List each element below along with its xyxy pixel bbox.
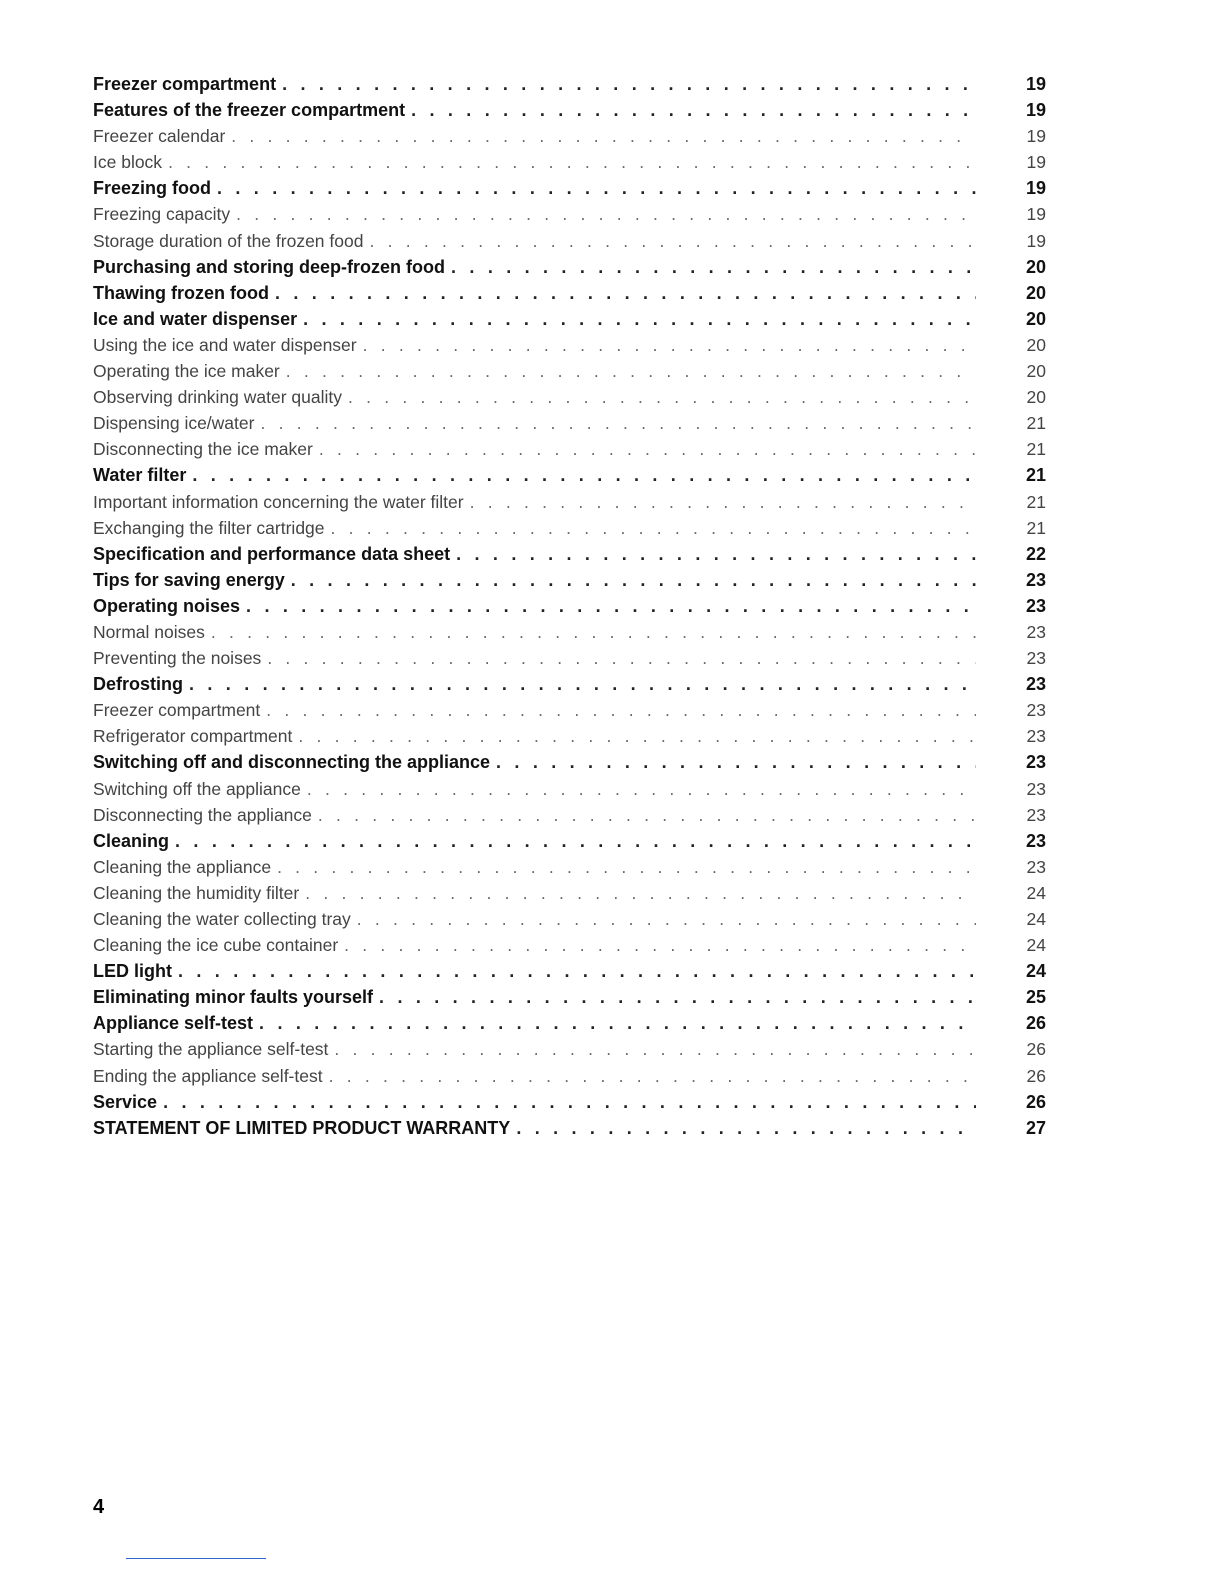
toc-dot-leader — [286, 358, 976, 384]
toc-entry-title: Tips for saving energy — [93, 569, 285, 590]
toc-entry-title: Cleaning the water collecting tray — [93, 909, 351, 929]
toc-subsection-row[interactable] — [93, 619, 1046, 645]
toc-entry-title: Observing drinking water quality — [93, 387, 343, 408]
toc-entry-title: Switching off the appliance — [93, 778, 301, 799]
toc-section-row[interactable] — [93, 175, 1046, 201]
toc-entry-page: 23 — [1025, 569, 1046, 590]
toc-entry-page: 24 — [1026, 935, 1046, 956]
toc-section-row[interactable] — [93, 1089, 1046, 1115]
toc-dot-leader — [277, 854, 976, 880]
toc-dot-leader — [275, 280, 976, 306]
toc-section-row[interactable] — [93, 541, 1046, 567]
toc-entry-page: 19 — [1026, 152, 1046, 173]
toc-subsection-row[interactable] — [93, 358, 1046, 384]
toc-subsection-row[interactable] — [93, 645, 1046, 671]
toc-dot-leader — [217, 175, 976, 201]
toc-dot-leader — [348, 384, 976, 410]
toc-dot-leader — [298, 723, 976, 749]
toc-entry-page: 22 — [1025, 543, 1046, 564]
toc-dot-leader — [411, 97, 976, 123]
toc-subsection-row[interactable] — [93, 776, 1046, 802]
toc-entry-page: 23 — [1026, 804, 1046, 825]
toc-entry-title: Operating the ice maker — [93, 361, 280, 382]
toc-entry-title: Cleaning the humidity filter — [93, 882, 300, 903]
toc-entry-page: 26 — [1025, 1013, 1046, 1034]
toc-entry-page: 26 — [1026, 1039, 1046, 1060]
toc-section-row[interactable] — [93, 958, 1046, 984]
toc-entry-page: 23 — [1025, 830, 1046, 851]
toc-entry-title: Eliminating minor faults yourself — [93, 987, 374, 1008]
toc-subsection-row[interactable] — [93, 906, 1046, 932]
toc-entry-title: Dispensing ice/water — [93, 413, 255, 434]
footer-link-underline — [126, 1558, 266, 1559]
toc-dot-leader — [318, 802, 976, 828]
toc-entry-page: 23 — [1026, 621, 1046, 642]
toc-entry-page: 20 — [1026, 334, 1046, 355]
toc-dot-leader — [266, 697, 976, 723]
toc-entry-title: STATEMENT OF LIMITED PRODUCT WARRANTY — [93, 1117, 511, 1138]
toc-subsection-row[interactable] — [93, 489, 1046, 515]
toc-entry-page: 19 — [1025, 178, 1046, 199]
toc-dot-leader — [369, 228, 976, 254]
toc-entry-page: 24 — [1026, 909, 1046, 929]
toc-dot-leader — [331, 515, 976, 541]
toc-entry-title: Freezing food — [93, 178, 211, 199]
toc-entry-page: 23 — [1025, 595, 1046, 616]
toc-entry-title: Appliance self-test — [93, 1013, 254, 1034]
toc-dot-leader — [236, 201, 976, 227]
toc-entry-title: Service — [93, 1091, 158, 1112]
toc-entry-title: Freezer calendar — [93, 126, 226, 147]
toc-entry-title: Disconnecting the appliance — [93, 804, 312, 825]
toc-entry-page: 21 — [1025, 465, 1046, 486]
toc-entry-page: 23 — [1026, 856, 1046, 877]
toc-dot-leader — [303, 306, 976, 332]
toc-dot-leader — [189, 671, 976, 697]
toc-section-row[interactable] — [93, 1115, 1046, 1141]
toc-entry-title: Ending the appliance self-test — [93, 1065, 323, 1086]
toc-entry-title: Features of the freezer compartment — [93, 100, 406, 121]
toc-section-row[interactable] — [93, 828, 1046, 854]
toc-entry-page: 26 — [1026, 1065, 1046, 1086]
toc-entry-page: 21 — [1026, 413, 1046, 434]
toc-entry-title: LED light — [93, 961, 172, 982]
toc-entry-title: Using the ice and water dispenser — [93, 334, 357, 355]
toc-dot-leader — [163, 1089, 976, 1115]
toc-entry-title: Starting the appliance self-test — [93, 1039, 329, 1060]
toc-entry-title: Water filter — [93, 465, 187, 486]
toc-entry-title: Disconnecting the ice maker — [93, 439, 313, 460]
toc-entry-page: 21 — [1026, 491, 1046, 512]
toc-subsection-row[interactable] — [93, 1063, 1046, 1089]
toc-dot-leader — [456, 541, 976, 567]
toc-entry-page: 24 — [1025, 961, 1046, 982]
toc-dot-leader — [178, 958, 976, 984]
toc-entry-page: 19 — [1026, 126, 1046, 147]
toc-dot-leader — [319, 436, 976, 462]
toc-entry-page: 27 — [1025, 1117, 1046, 1138]
toc-dot-leader — [357, 906, 976, 932]
toc-entry-page: 26 — [1025, 1091, 1046, 1112]
toc-entry-title: Operating noises — [93, 595, 241, 616]
toc-section-row[interactable] — [93, 749, 1046, 775]
toc-entry-page: 21 — [1026, 439, 1046, 460]
toc-entry-title: Cleaning the ice cube container — [93, 935, 339, 956]
toc-section-row[interactable] — [93, 671, 1046, 697]
toc-subsection-row[interactable] — [93, 410, 1046, 436]
toc-entry-title: Important information concerning the water filter — [93, 491, 464, 512]
toc-entry-title: Freezer compartment — [93, 700, 261, 721]
toc-dot-leader — [246, 593, 976, 619]
toc-dot-leader — [329, 1063, 976, 1089]
toc-dot-leader — [267, 645, 976, 671]
toc-dot-leader — [496, 749, 976, 775]
toc-dot-leader — [470, 489, 976, 515]
toc-entry-page: 20 — [1026, 387, 1046, 408]
toc-subsection-row[interactable] — [93, 1036, 1046, 1062]
toc-entry-title: Preventing the noises — [93, 648, 262, 669]
toc-section-row[interactable] — [93, 254, 1046, 280]
toc-entry-page: 23 — [1025, 752, 1046, 773]
toc-section-row[interactable] — [93, 306, 1046, 332]
toc-subsection-row[interactable] — [93, 228, 1046, 254]
toc-section-row[interactable] — [93, 593, 1046, 619]
toc-entry-title: Freezer compartment — [93, 74, 277, 94]
toc-dot-leader — [175, 828, 976, 854]
toc-entry-title: Switching off and disconnecting the appliance — [93, 752, 491, 773]
toc-entry-page: 19 — [1025, 74, 1046, 94]
toc-entry-page: 23 — [1026, 778, 1046, 799]
toc-section-row[interactable] — [93, 97, 1046, 123]
table-of-contents — [93, 71, 1046, 1141]
toc-section-row[interactable] — [93, 984, 1046, 1010]
toc-subsection-row[interactable] — [93, 880, 1046, 906]
toc-entry-title: Cleaning the appliance — [93, 856, 272, 877]
toc-entry-title: Refrigerator compartment — [93, 726, 293, 747]
page-number: 4 — [93, 1496, 105, 1518]
toc-section-row[interactable] — [93, 567, 1046, 593]
toc-entry-title: Purchasing and storing deep-frozen food — [93, 256, 446, 277]
toc-entry-page: 23 — [1026, 648, 1046, 669]
toc-entry-title: Ice block — [93, 152, 163, 173]
toc-entry-title: Cleaning — [93, 830, 170, 851]
toc-dot-leader — [168, 149, 976, 175]
toc-subsection-row[interactable] — [93, 436, 1046, 462]
toc-entry-title: Ice and water dispenser — [93, 308, 298, 329]
toc-section-row[interactable] — [93, 462, 1046, 488]
toc-entry-page: 25 — [1025, 987, 1046, 1008]
toc-subsection-row[interactable] — [93, 332, 1046, 358]
toc-entry-page: 20 — [1025, 282, 1046, 303]
toc-entry-page: 19 — [1025, 100, 1046, 121]
toc-entry-title: Thawing frozen food — [93, 282, 269, 303]
toc-subsection-row[interactable] — [93, 149, 1046, 175]
toc-dot-leader — [363, 332, 976, 358]
toc-entry-page: 23 — [1026, 700, 1046, 721]
toc-entry-page: 23 — [1025, 674, 1046, 695]
toc-entry-page: 19 — [1026, 230, 1046, 251]
toc-dot-leader — [259, 1010, 976, 1036]
toc-entry-page: 24 — [1026, 882, 1046, 903]
toc-dot-leader — [305, 880, 976, 906]
toc-dot-leader — [307, 776, 976, 802]
toc-dot-leader — [260, 410, 976, 436]
toc-subsection-row[interactable] — [93, 932, 1046, 958]
toc-subsection-row[interactable] — [93, 802, 1046, 828]
toc-entry-title: Normal noises — [93, 621, 205, 642]
toc-entry-title: Specification and performance data sheet — [93, 543, 451, 564]
toc-subsection-row[interactable] — [93, 201, 1046, 227]
toc-entry-title: Storage duration of the frozen food — [93, 230, 364, 251]
toc-entry-page: 20 — [1025, 308, 1046, 329]
toc-entry-page: 19 — [1026, 204, 1046, 225]
toc-subsection-row[interactable] — [93, 384, 1046, 410]
toc-entry-page: 20 — [1025, 256, 1046, 277]
toc-entry-page: 20 — [1026, 361, 1046, 382]
toc-entry-title: Defrosting — [93, 674, 183, 695]
toc-subsection-row[interactable] — [93, 515, 1046, 541]
toc-dot-leader — [451, 254, 976, 280]
toc-dot-leader — [192, 462, 976, 488]
toc-subsection-row[interactable] — [93, 723, 1046, 749]
toc-dot-leader — [231, 123, 976, 149]
toc-dot-leader — [344, 932, 976, 958]
toc-subsection-row[interactable] — [93, 697, 1046, 723]
toc-subsection-row[interactable] — [93, 123, 1046, 149]
toc-dot-leader — [516, 1115, 976, 1141]
toc-dot-leader — [211, 619, 976, 645]
toc-section-row[interactable] — [93, 1010, 1046, 1036]
toc-subsection-row[interactable] — [93, 854, 1046, 880]
toc-section-row[interactable] — [93, 280, 1046, 306]
toc-dot-leader — [334, 1036, 976, 1062]
toc-entry-page: 21 — [1026, 517, 1046, 538]
toc-entry-title: Freezing capacity — [93, 204, 231, 225]
toc-dot-leader — [282, 71, 976, 97]
toc-entry-page: 23 — [1026, 726, 1046, 747]
toc-dot-leader — [291, 567, 976, 593]
toc-section-row[interactable] — [93, 71, 1046, 97]
toc-entry-title: Exchanging the filter cartridge — [93, 517, 325, 538]
toc-dot-leader — [379, 984, 976, 1010]
